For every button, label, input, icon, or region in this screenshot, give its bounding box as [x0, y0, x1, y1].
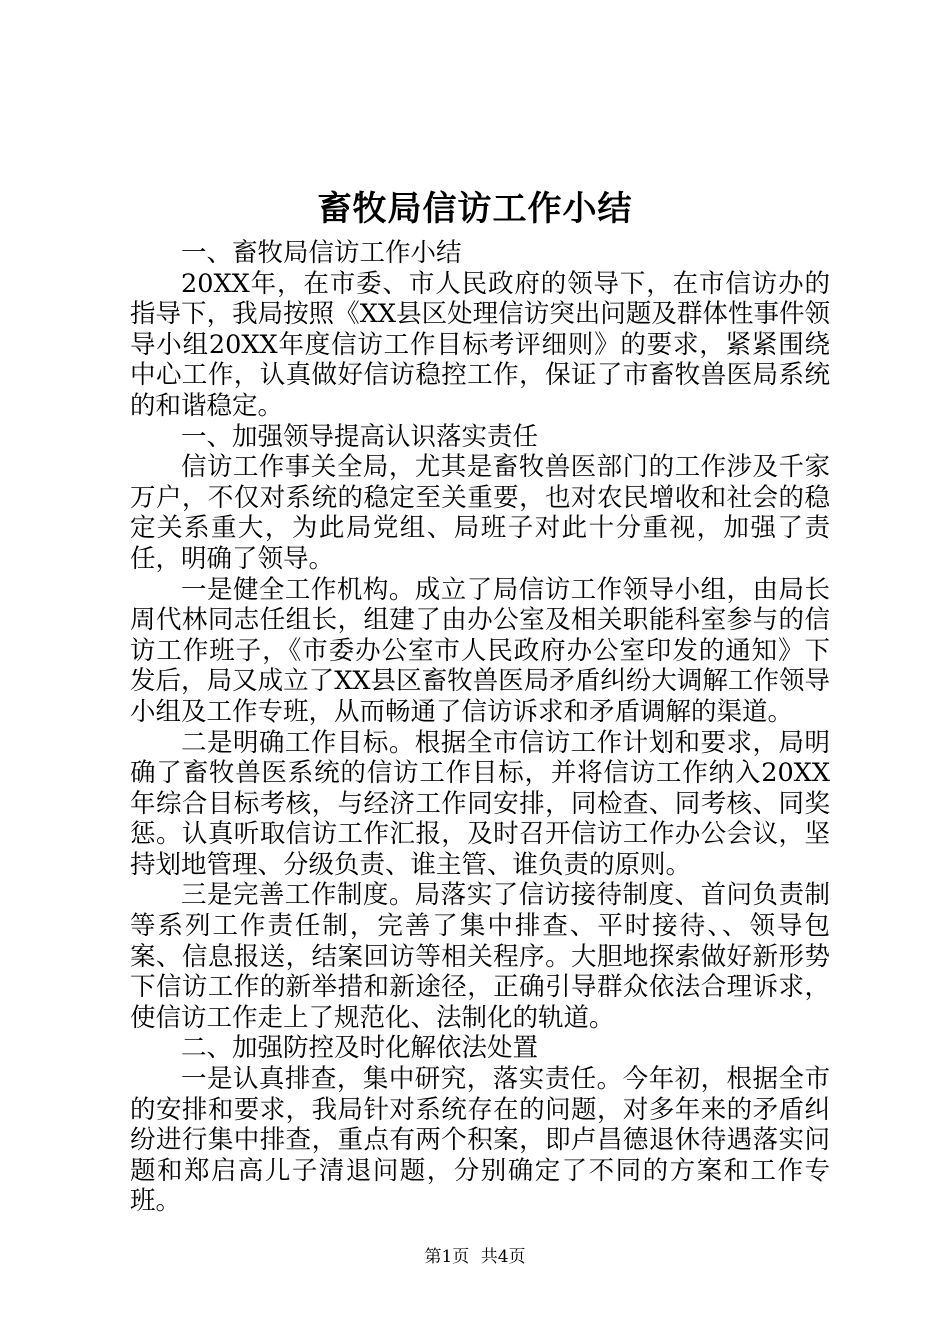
- body-paragraph: 信访工作事关全局，尤其是畜牧兽医部门的工作涉及千家万户，不仅对系统的稳定至关重要，也对农民增收和社会的稳定关系重大，为此局党组、局班子对此十分重视，加强了责任，明确了领导。: [130, 452, 830, 574]
- body-paragraph: 一是认真排查，集中研究，落实责任。今年初，根据全市的安排和要求，我局针对系统存在的问题，对多年来的矛盾纠纷进行集中排查，重点有两个积案，即卢昌德退休待遇落实问题和郑启高儿子清退问题，分别确定了不同的方案和工作专班。: [130, 1064, 830, 1217]
- body-paragraph: 20XX年，在市委、市人民政府的领导下，在市信访办的指导下，我局按照《XX县区处理信访突出问题及群体性事件领导小组20XX年度信访工作目标考评细则》的要求，紧紧围绕中心工作，认真做好信访稳控工作，保证了市畜牧兽医局系统的和谐稳定。: [130, 268, 830, 421]
- document-body: [130, 238, 830, 1217]
- document-title: 畜牧局信访工作小结: [317, 189, 633, 229]
- section-heading: 一、加强领导提高认识落实责任: [181, 421, 539, 452]
- page-number: 第1页: [424, 1247, 470, 1267]
- section-heading: 二、加强防控及时化解依法处置: [181, 1033, 539, 1064]
- section-heading: 一、畜牧局信访工作小结: [181, 238, 462, 268]
- body-paragraph: 二是明确工作目标。根据全市信访工作计划和要求，局明确了畜牧兽医系统的信访工作目标，并将信访工作纳入20XX年综合目标考核，与经济工作同安排，同检查、同考核、同奖惩。认真听取信访工作汇报，及时召开信访工作办公会议，坚持划地管理、分级负责、谁主管、谁负责的原则。: [130, 727, 830, 880]
- page-total: 共4页: [480, 1247, 526, 1267]
- page-footer: [0, 1245, 950, 1269]
- body-paragraph: 一是健全工作机构。成立了局信访工作领导小组，由局长周代林同志任组长，组建了由办公室及相关职能科室参与的信访工作班子，《市委办公室市人民政府办公室印发的通知》下发后，局又成立了XX县区畜牧兽医局矛盾纠纷大调解工作领导小组及工作专班，从而畅通了信访诉求和矛盾调解的渠道。: [130, 574, 830, 727]
- body-paragraph: 三是完善工作制度。局落实了信访接待制度、首问负责制等系列工作责任制，完善了集中排查、平时接待、、领导包案、信息报送，结案回访等相关程序。大胆地探索做好新形势下信访工作的新举措和新途径，正确引导群众依法合理诉求，使信访工作走上了规范化、法制化的轨道。: [130, 880, 830, 1033]
